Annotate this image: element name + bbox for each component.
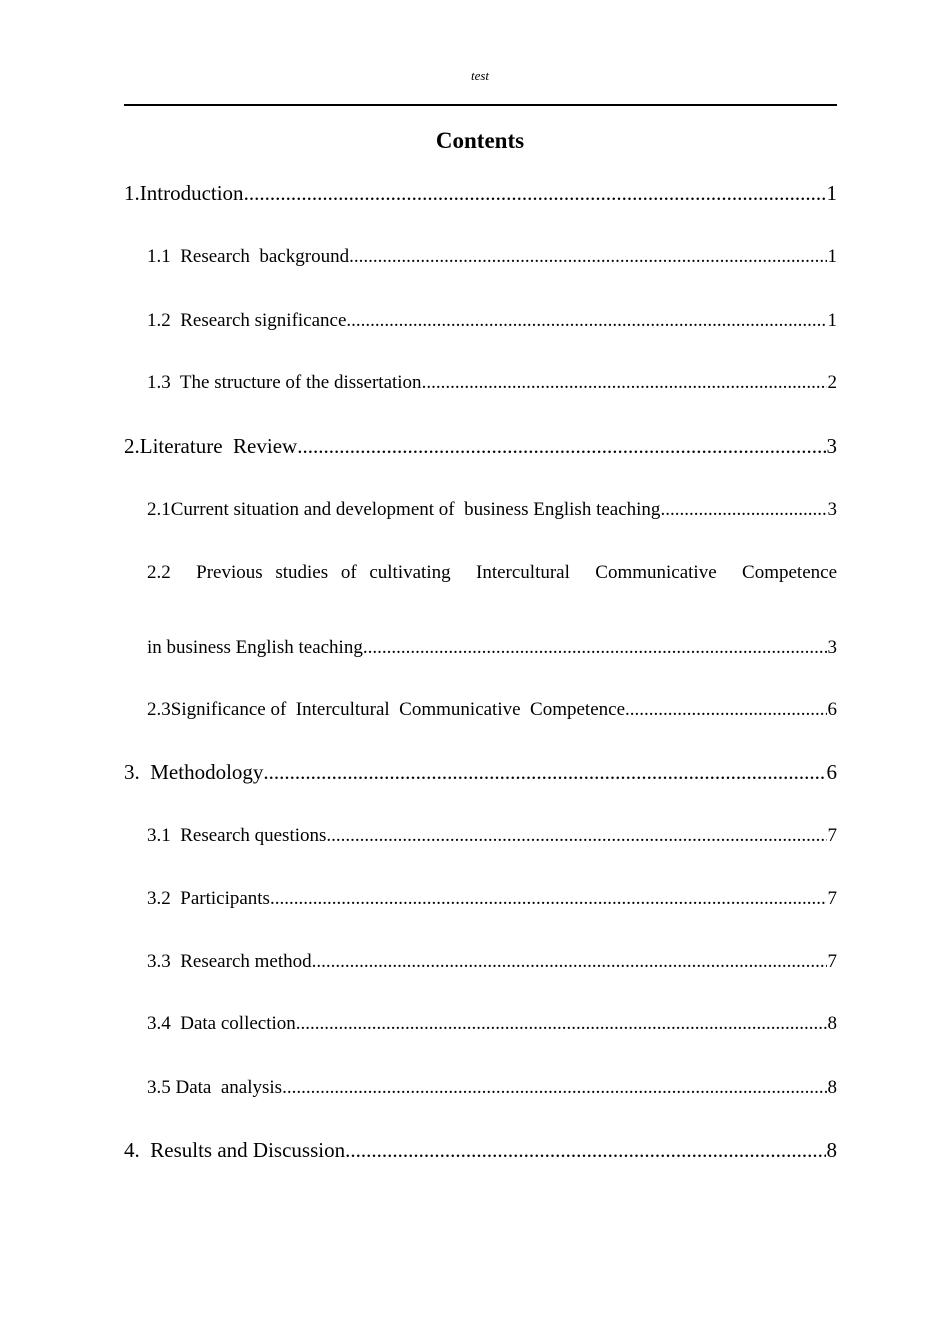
toc-entry[interactable] — [147, 699, 837, 721]
toc-entry-label: 3. Methodology — [124, 760, 264, 784]
dot-leader — [349, 246, 826, 268]
toc-entry[interactable] — [124, 434, 837, 459]
toc-entry-page: 7 — [827, 825, 837, 846]
dot-leader — [312, 951, 827, 973]
toc-entry-page: 3 — [826, 434, 837, 458]
toc-entry-label: 3.2 Participants — [147, 888, 270, 909]
dot-leader — [270, 888, 827, 910]
toc-entry-label: 1.Introduction — [124, 181, 244, 205]
dot-leader — [244, 181, 826, 206]
toc-entry-page: 1 — [827, 246, 837, 267]
dot-leader — [282, 1077, 826, 1099]
toc-entry-page: 8 — [826, 1138, 837, 1162]
toc-entry-page: 6 — [827, 699, 837, 720]
toc-entry-page: 8 — [827, 1077, 837, 1098]
dot-leader — [263, 760, 825, 785]
toc-entry-page: 7 — [827, 888, 837, 909]
header-divider — [124, 104, 837, 106]
toc-entry-label: 2.3Significance of Intercultural Communicative Competence — [147, 699, 626, 720]
toc-entry-page: 8 — [827, 1013, 837, 1034]
toc-entry-continued[interactable] — [147, 637, 837, 659]
toc-entry-label: in business English teaching — [147, 637, 363, 658]
dot-leader — [363, 637, 827, 659]
toc-entry-label: 1.3 The structure of the dissertation — [147, 372, 422, 393]
toc-entry[interactable] — [147, 951, 837, 973]
toc-entry-label: 3.4 Data collection — [147, 1013, 296, 1034]
toc-entry[interactable] — [147, 825, 837, 847]
toc-entry-page: 2 — [827, 372, 837, 393]
dot-leader — [422, 372, 827, 394]
dot-leader — [660, 499, 826, 521]
toc-entry-page: 1 — [827, 310, 837, 331]
toc-entry-page: 3 — [827, 499, 837, 520]
toc-entry-label: 3.5 Data analysis — [147, 1077, 283, 1098]
toc-entry[interactable] — [147, 246, 837, 268]
toc-entry[interactable] — [147, 499, 837, 521]
toc-entry-page: 7 — [827, 951, 837, 972]
toc-entry[interactable] — [147, 310, 837, 332]
dot-leader — [326, 825, 826, 847]
toc-entry-page: 6 — [826, 760, 837, 784]
toc-entry[interactable] — [147, 562, 837, 584]
toc-entry-label: 1.2 Research significance — [147, 310, 347, 331]
dot-leader — [625, 699, 826, 721]
toc-entry-page: 1 — [826, 181, 837, 205]
toc-entry-label: 2.1Current situation and development of business English teaching — [147, 499, 661, 520]
toc-entry-label: 2.2 Previous studies of cultivating Intercultural Communicative Competence — [147, 562, 837, 583]
toc-entry[interactable] — [124, 1138, 837, 1163]
toc-entry-label: 3.3 Research method — [147, 951, 312, 972]
toc-entry-label: 2.Literature Review — [124, 434, 298, 458]
toc-entry[interactable] — [147, 1013, 837, 1035]
toc-entry[interactable] — [124, 181, 837, 206]
toc-title: Contents — [435, 128, 525, 153]
toc-entry-label: 4. Results and Discussion — [124, 1138, 346, 1162]
toc-entry-label: 3.1 Research questions — [147, 825, 327, 846]
toc-entry-page: 3 — [827, 637, 837, 658]
dot-leader — [345, 1138, 825, 1163]
toc-entry[interactable] — [147, 372, 837, 394]
toc-entry-label: 1.1 Research background — [147, 246, 350, 267]
toc-entry[interactable] — [147, 1077, 837, 1099]
dot-leader — [296, 1013, 827, 1035]
header-text: test — [470, 68, 490, 83]
dot-leader — [346, 310, 826, 332]
toc-entry[interactable] — [124, 760, 837, 785]
dot-leader — [297, 434, 825, 459]
toc-entry[interactable] — [147, 888, 837, 910]
